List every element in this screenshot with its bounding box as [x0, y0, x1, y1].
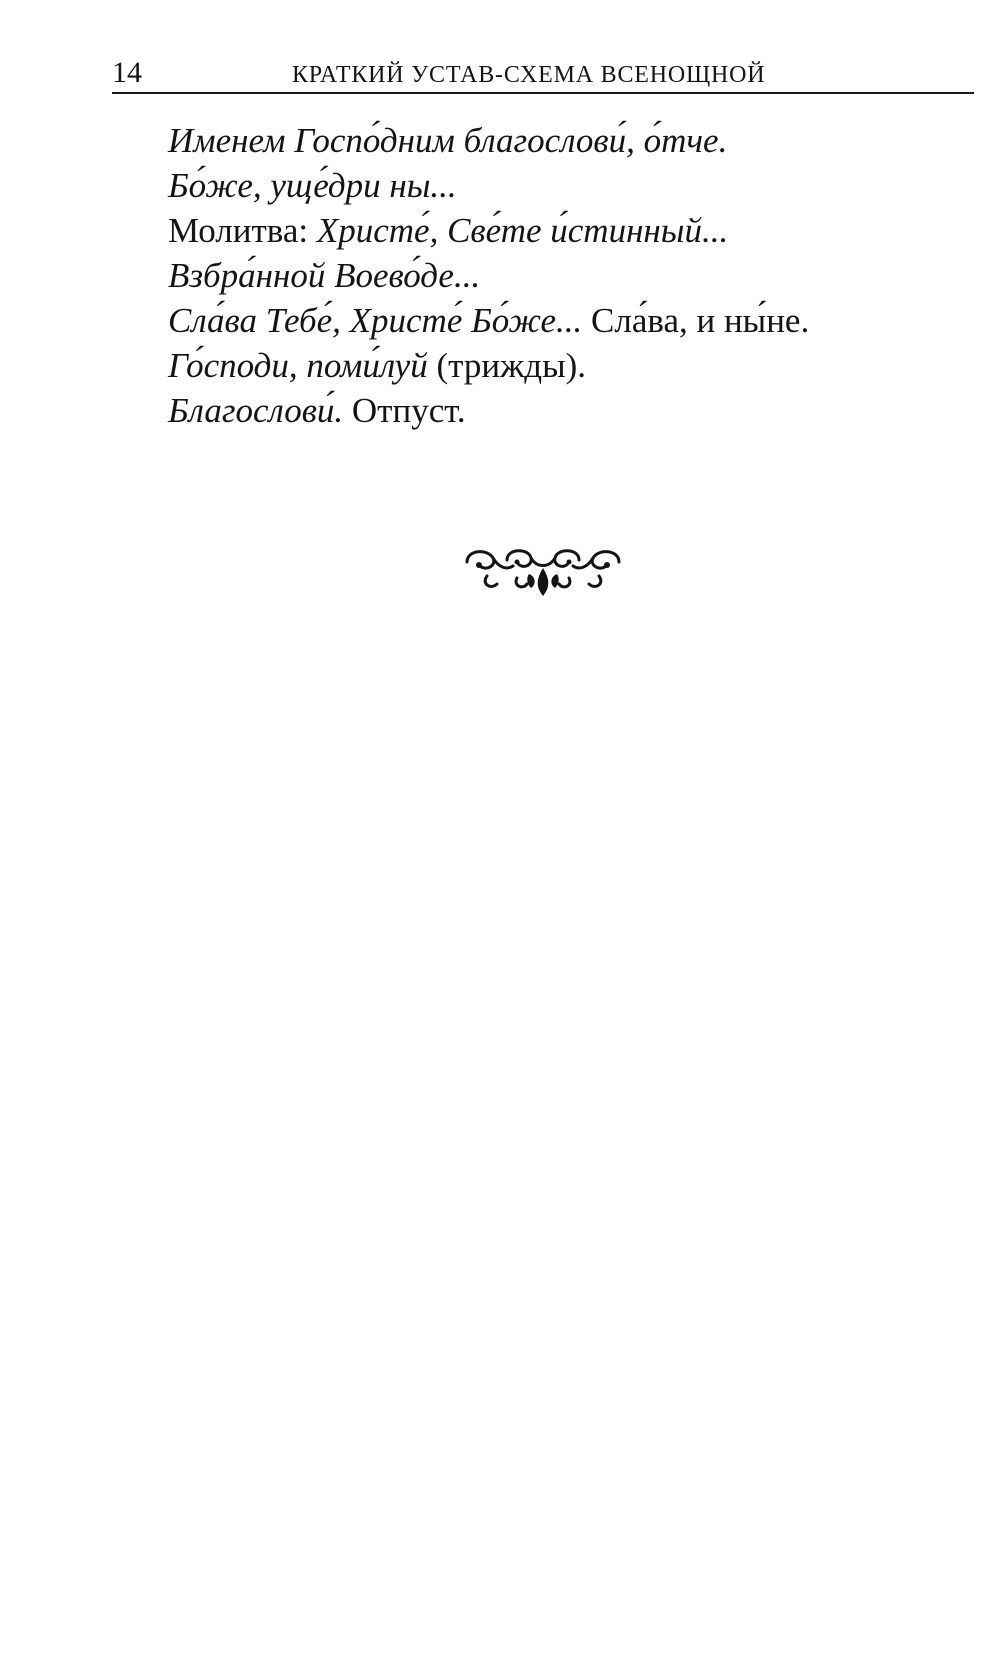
text-line — [168, 118, 968, 163]
italic-phrase: Именем Госпо́дним благослови́, о́тче. — [168, 121, 728, 160]
running-header — [112, 52, 974, 94]
text-line — [168, 163, 968, 208]
text-line — [168, 298, 968, 343]
italic-phrase: Сла́ва Тебе́, Христе́ Бо́же... — [168, 301, 583, 340]
text-line — [168, 208, 968, 253]
roman-phrase: (трижды). — [427, 346, 586, 385]
italic-phrase: Го́споди, поми́луй — [168, 346, 428, 385]
roman-phrase: Сла́ва, и ны́не. — [582, 301, 810, 340]
text-line — [168, 253, 968, 298]
italic-phrase: Бо́же, уще́дри ны... — [168, 166, 457, 205]
italic-phrase: Христе́, Све́те и́стинный... — [316, 211, 729, 250]
service-order-text — [168, 118, 968, 433]
roman-phrase: Отпуст. — [343, 391, 466, 430]
italic-phrase: Взбра́нной Воево́де... — [168, 256, 481, 295]
chapter-title: КРАТКИЙ УСТАВ-СХЕМА ВСЕНОЩНОЙ — [292, 62, 766, 88]
text-line — [168, 343, 968, 388]
text-line — [168, 388, 968, 433]
prayer-label: Молитва: — [168, 211, 317, 250]
page-number: 14 — [112, 56, 142, 89]
fleuron-ornament-icon — [463, 538, 623, 600]
italic-phrase: Благослови́. — [168, 391, 344, 430]
